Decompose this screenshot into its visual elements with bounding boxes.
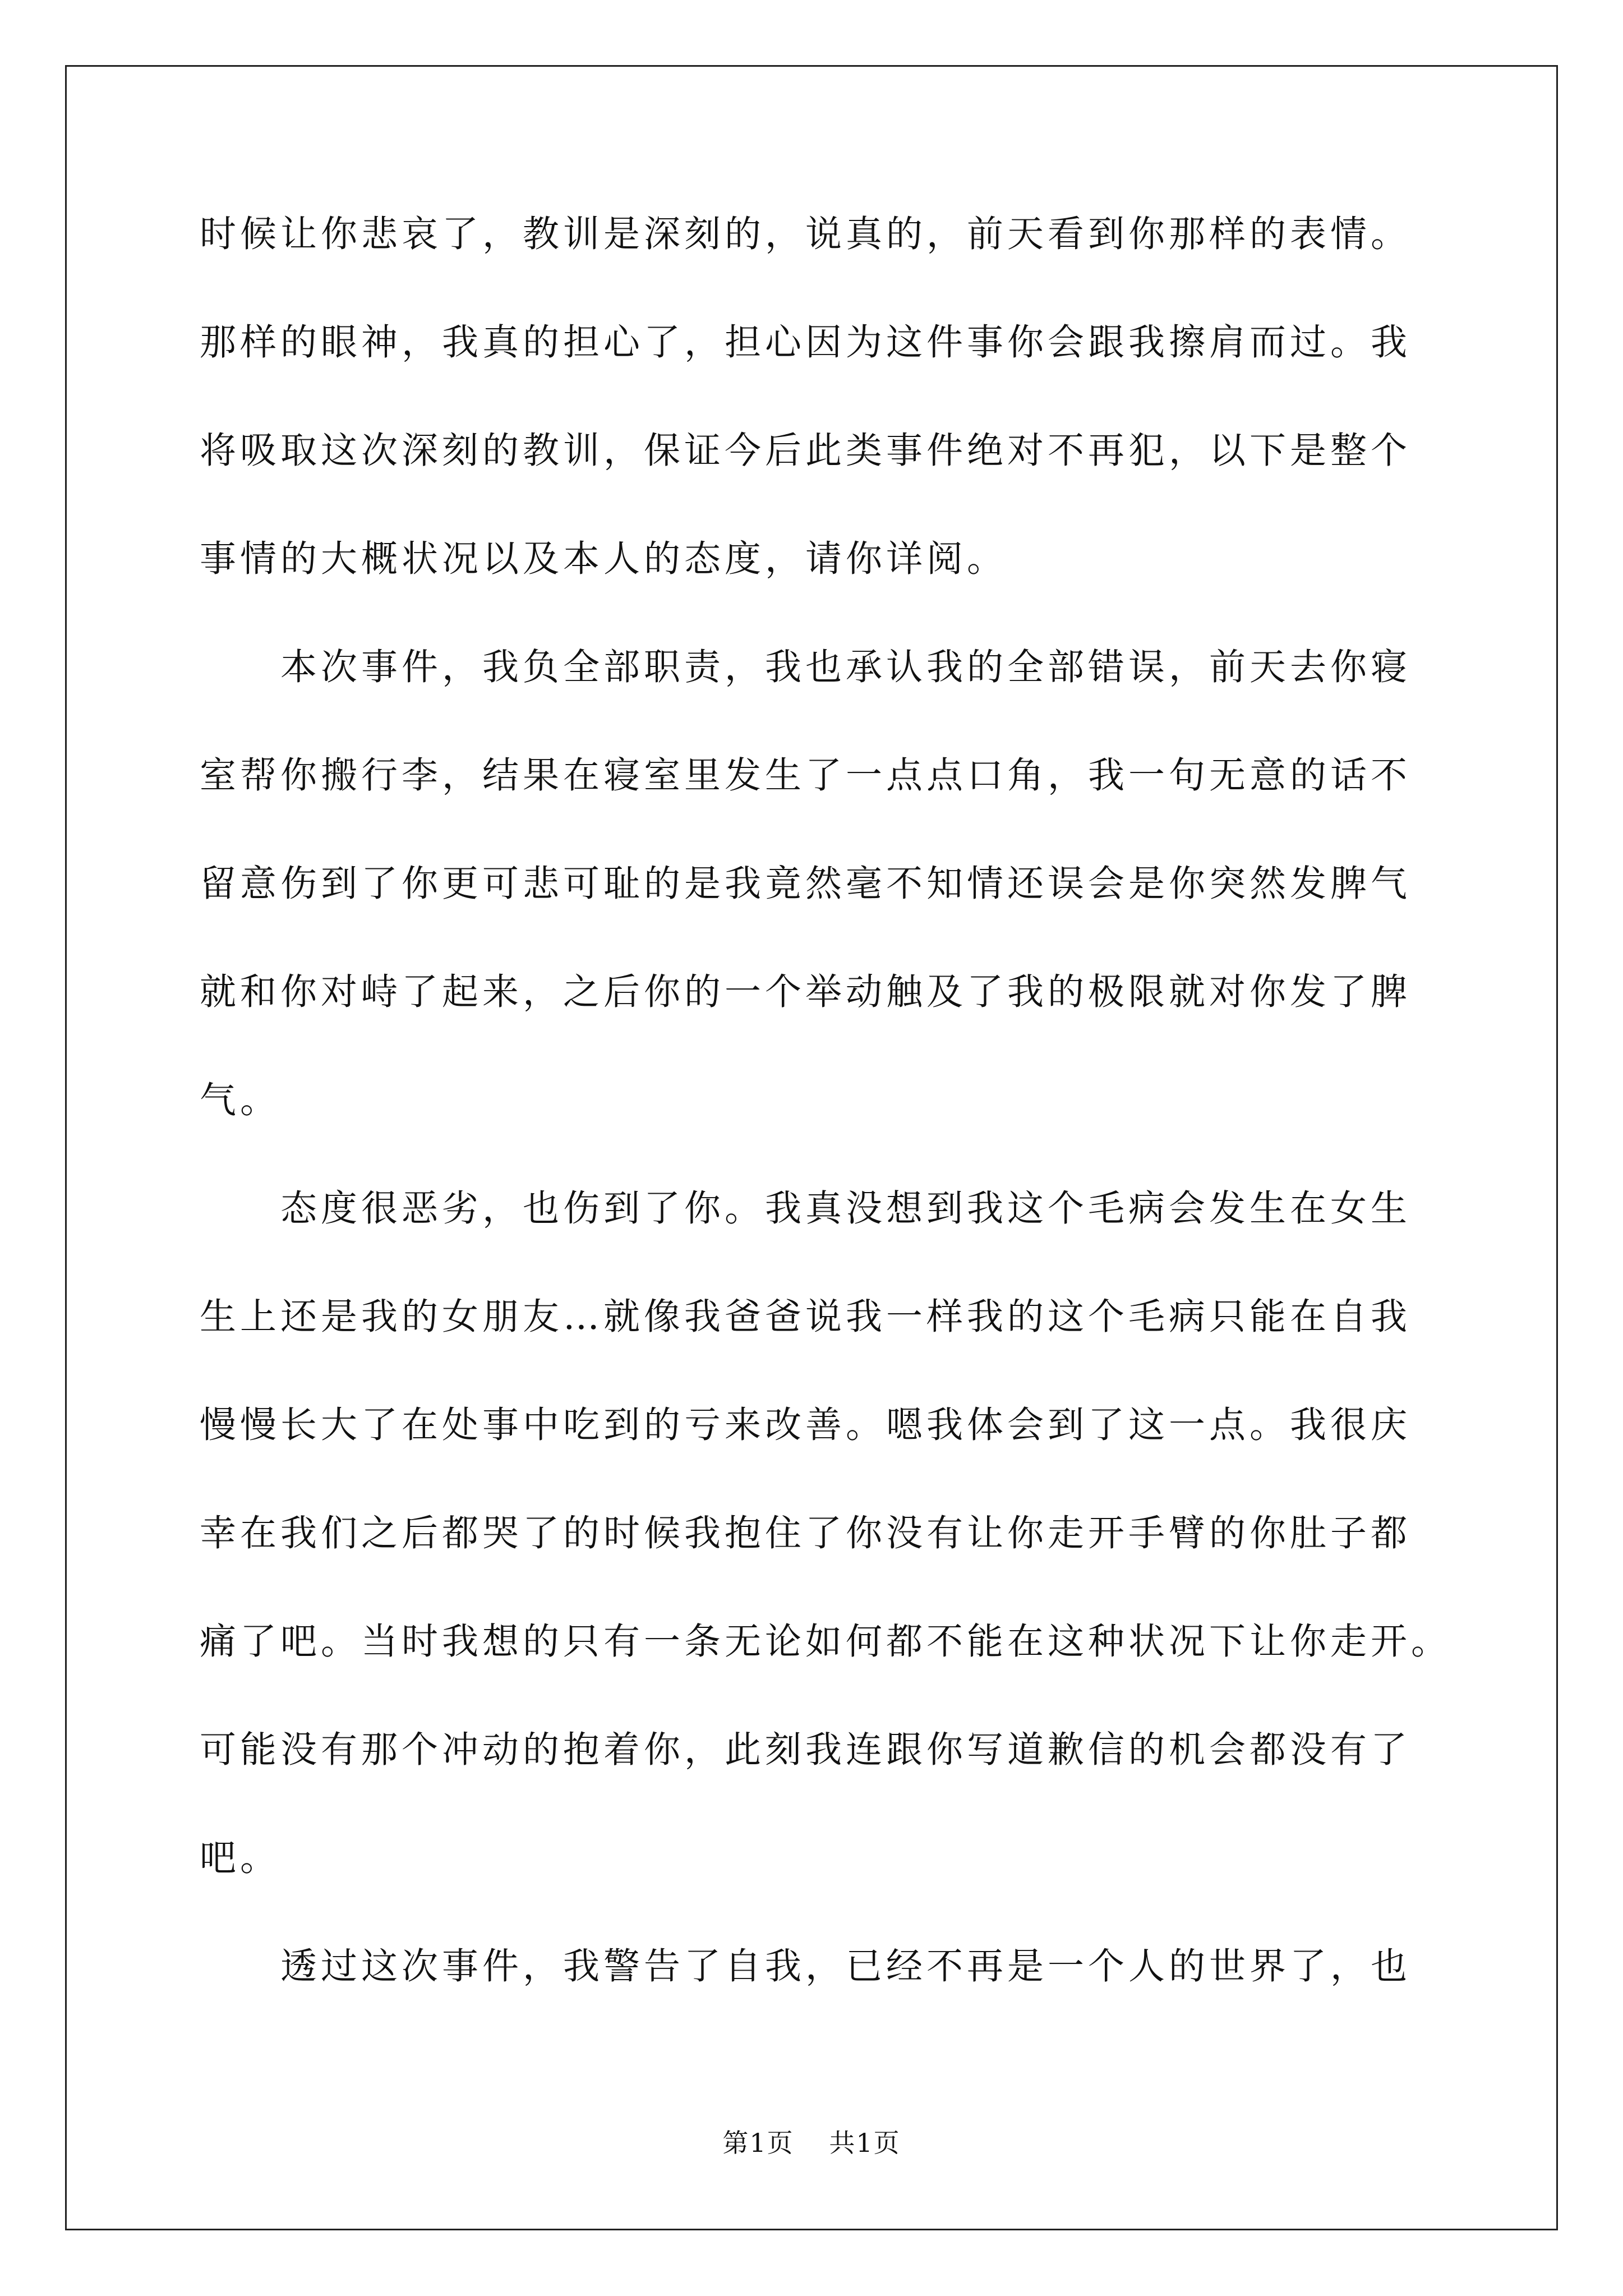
text-line: 将吸取这次深刻的教训，保证今后此类事件绝对不再犯，以下是整个	[200, 430, 1412, 472]
text-line: 事情的大概状况以及本人的态度，请你详阅。	[200, 538, 1008, 580]
text-line: 就和你对峙了起来，之后你的一个举动触及了我的极限就对你发了脾	[200, 971, 1412, 1013]
text-line: 室帮你搬行李，结果在寝室里发生了一点点口角，我一句无意的话不	[200, 754, 1412, 797]
text-line: 气。	[200, 1079, 281, 1121]
text-line: 透过这次事件，我警告了自我，已经不再是一个人的世界了，也	[200, 1945, 1412, 1987]
text-line: 那样的眼神，我真的担心了，担心因为这件事你会跟我擦肩而过。我	[200, 321, 1412, 364]
page-number-total: 共1页	[829, 2128, 901, 2158]
text-line: 时候让你悲哀了，教训是深刻的，说真的，前天看到你那样的表情。	[200, 213, 1412, 255]
text-line: 本次事件，我负全部职责，我也承认我的全部错误，前天去你寝	[200, 646, 1412, 688]
document-body	[200, 208, 1452, 2048]
text-line: 可能没有那个冲动的抱着你，此刻我连跟你写道歉信的机会都没有了	[200, 1729, 1412, 1771]
text-line: 幸在我们之后都哭了的时候我抱住了你没有让你走开手臂的你肚子都	[200, 1512, 1412, 1554]
page-number-current: 第1页	[722, 2128, 794, 2158]
text-line: 生上还是我的女朋友…就像我爸爸说我一样我的这个毛病只能在自我	[200, 1296, 1412, 1338]
text-line: 吧。	[200, 1837, 281, 1879]
text-line: 痛了吧。当时我想的只有一条无论如何都不能在这种状况下让你走开。	[200, 1621, 1452, 1663]
text-line: 慢慢长大了在处事中吃到的亏来改善。嗯我体会到了这一点。我很庆	[200, 1404, 1412, 1446]
page-footer	[0, 2126, 1623, 2160]
text-line: 态度很恶劣，也伤到了你。我真没想到我这个毛病会发生在女生	[200, 1188, 1412, 1230]
text-line: 留意伤到了你更可悲可耻的是我竟然毫不知情还误会是你突然发脾气	[200, 863, 1412, 905]
